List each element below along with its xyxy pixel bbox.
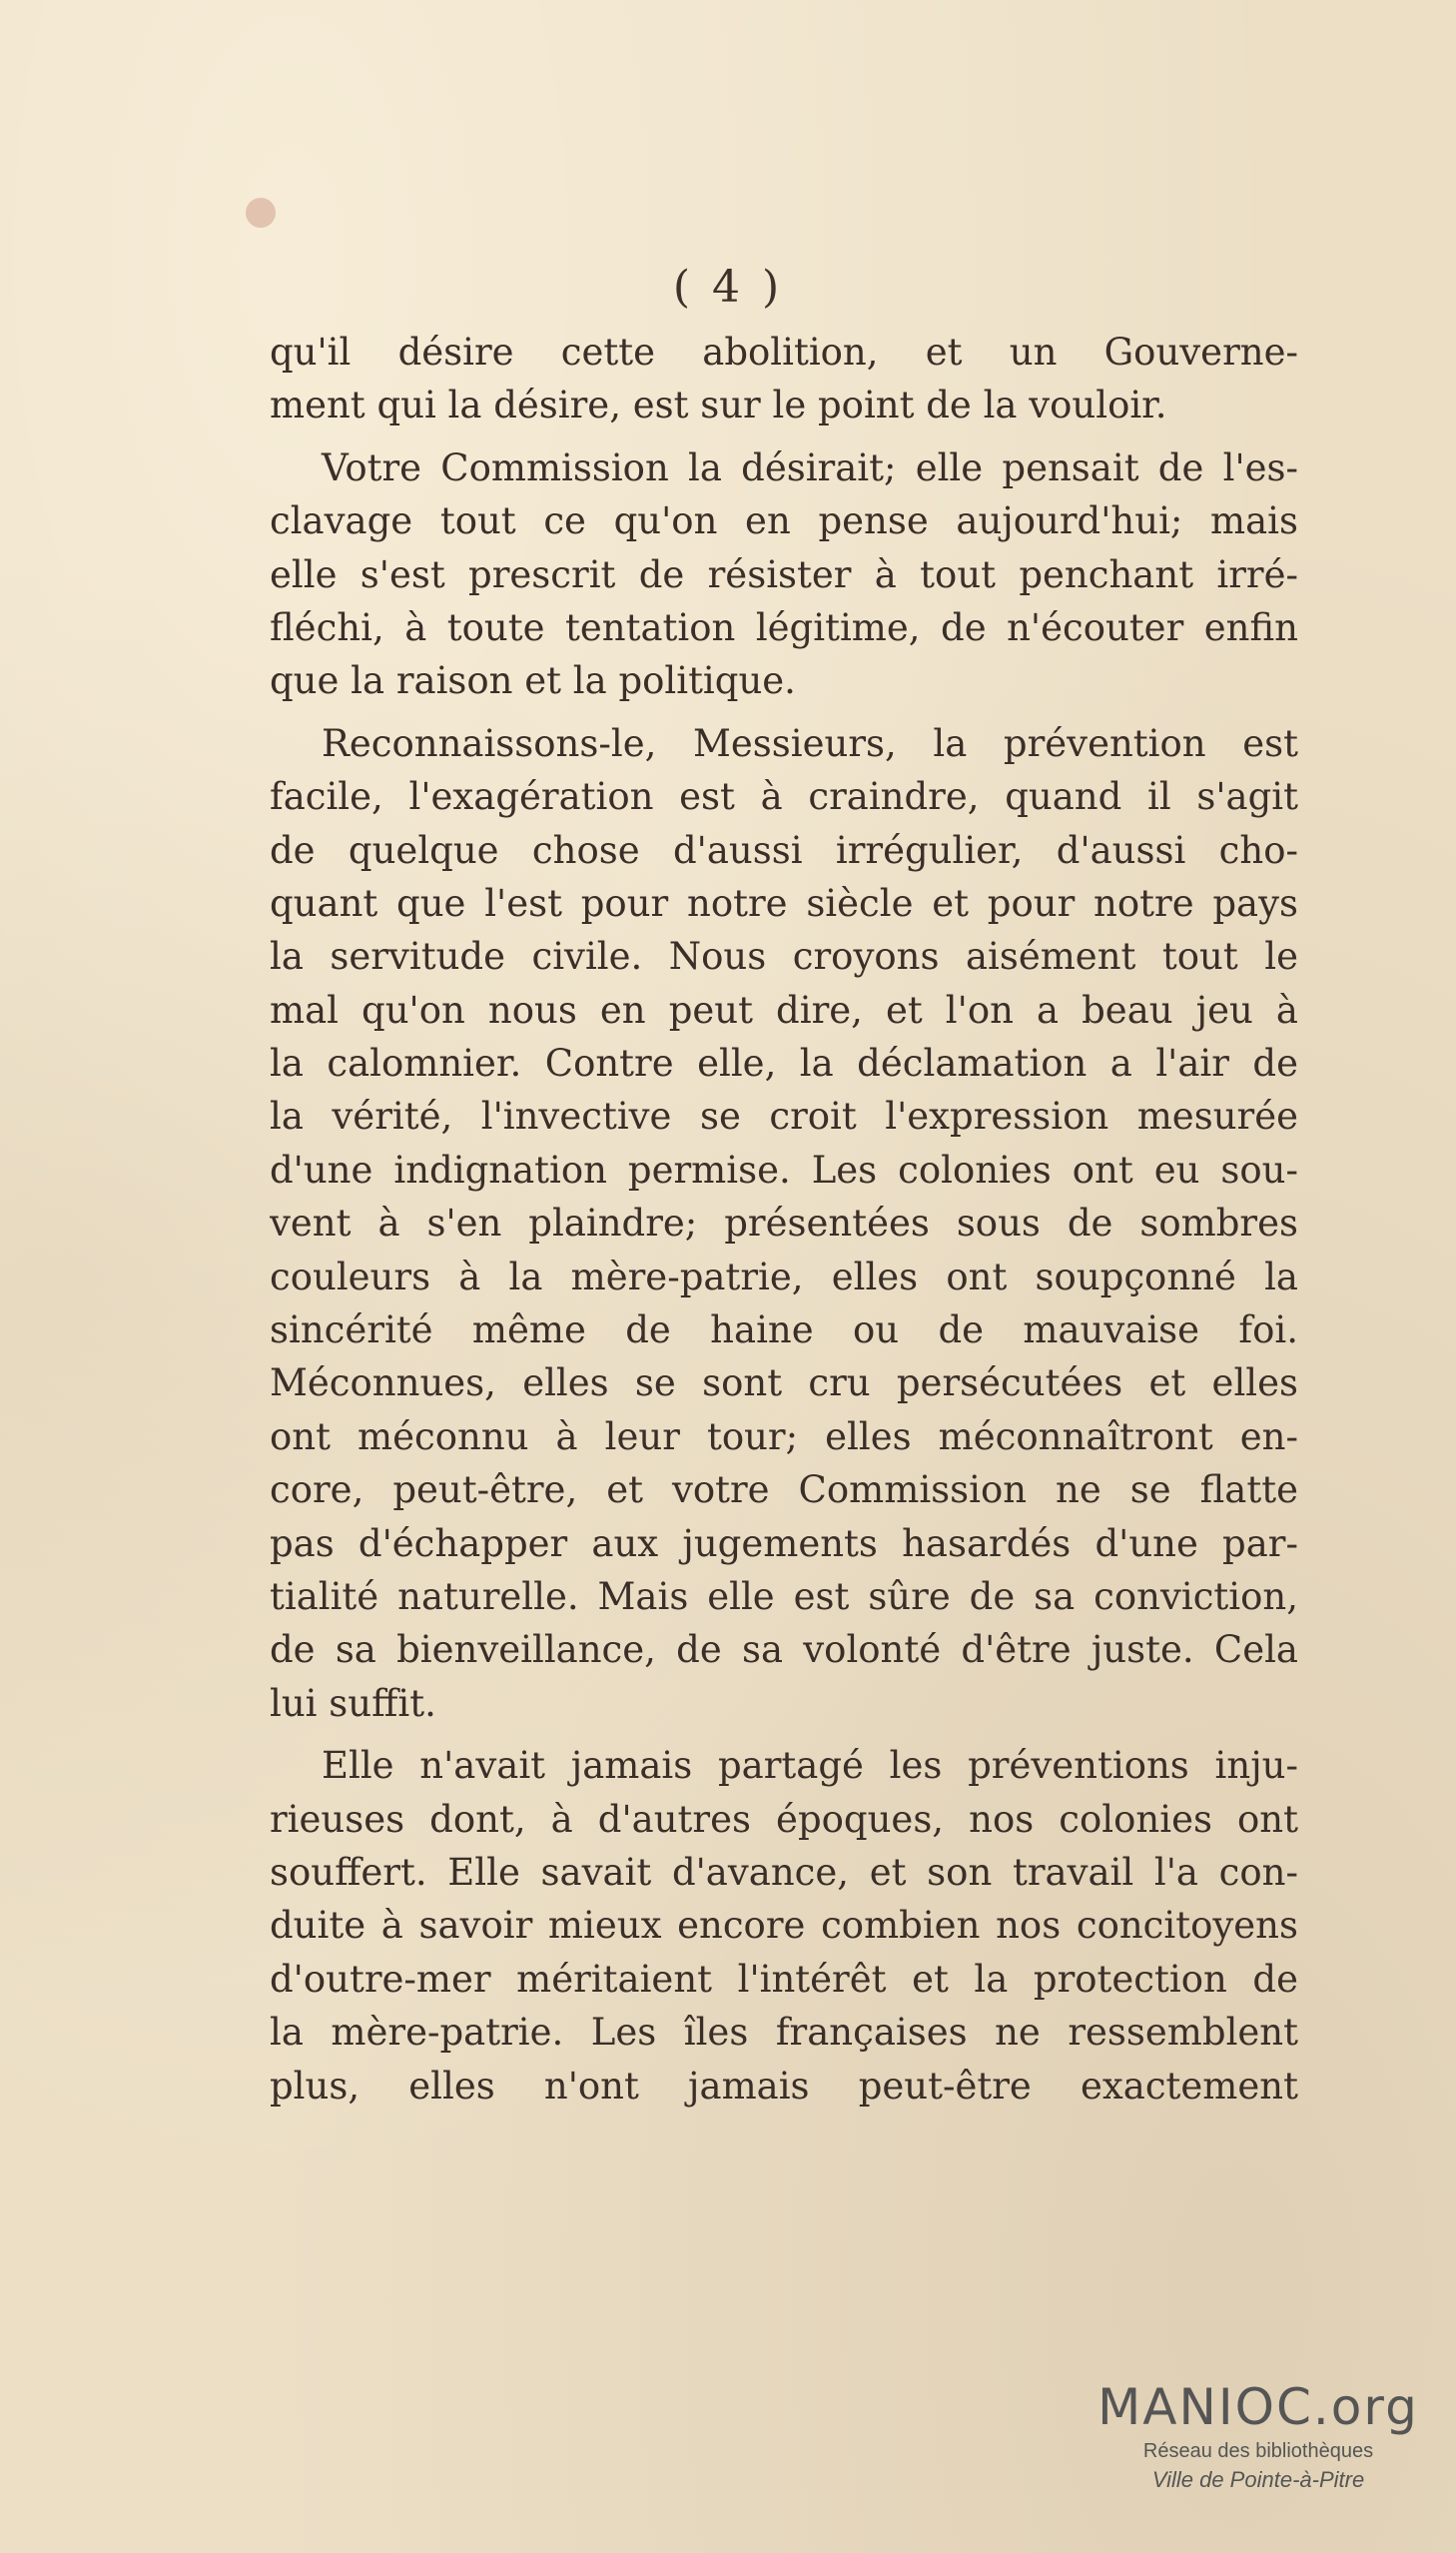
text-line: qu'il désire cette abolition, et un Gouverne- (270, 331, 1298, 374)
text-line: d'une indignation permise. Les colonies ont eu sou- (270, 1148, 1298, 1192)
text-line: Elle n'avait jamais partagé les préventions inju- (322, 1744, 1298, 1788)
text-line: duite à savoir mieux encore combien nos concitoyens (270, 1904, 1298, 1948)
paragraph (270, 1739, 1298, 2113)
page-number: ( 4 ) (672, 262, 784, 313)
text-line: lui suffit. (270, 1681, 436, 1725)
text-line: elle s'est prescrit de résister à tout penchant irré- (270, 552, 1298, 596)
text-line: de quelque chose d'aussi irrégulier, d'aussi cho- (270, 828, 1298, 872)
text-line: d'outre-mer méritaient l'intérêt et la protection de (270, 1957, 1298, 2001)
text-line: la servitude civile. Nous croyons aisément tout le (270, 935, 1298, 979)
text-line: Reconnaissons-le, Messieurs, la prévention est (322, 721, 1298, 765)
logo-wordmark: MANIOC.org (1097, 2378, 1419, 2436)
text-line: tialité naturelle. Mais elle est sûre de sa conviction, (270, 1574, 1298, 1618)
paper-stain (246, 198, 276, 228)
text-line: de sa bienveillance, de sa volonté d'être juste. Cela (270, 1628, 1298, 1672)
text-line: plus, elles n'ont jamais peut-être exactement (270, 2064, 1298, 2108)
text-line: fléchi, à toute tentation légitime, de n'écouter enfin (270, 605, 1298, 649)
text-line: facile, l'exagération est à craindre, quand il s'agit (270, 775, 1298, 819)
text-line: Votre Commission la désirait; elle pensait de l'es- (322, 445, 1298, 489)
text-line: core, peut-être, et votre Commission ne se flatte (270, 1468, 1298, 1512)
text-line: rieuses dont, à d'autres époques, nos colonies ont (270, 1797, 1298, 1841)
manioc-logo (1089, 2377, 1428, 2495)
text-line: souffert. Elle savait d'avance, et son travail l'a con- (270, 1850, 1298, 1894)
body-text (270, 326, 1298, 2113)
text-line: ment qui la désire, est sur le point de la vouloir. (270, 384, 1167, 427)
logo-location: Ville de Pointe-à-Pitre (1151, 2467, 1365, 2492)
paragraph (270, 441, 1298, 708)
text-line: vent à s'en plaindre; présentées sous de sombres (270, 1202, 1298, 1246)
text-line: la calomnier. Contre elle, la déclamation a l'air de (270, 1042, 1298, 1086)
text-line: ont méconnu à leur tour; elles méconnaîtront en- (270, 1414, 1298, 1458)
text-line: mal qu'on nous en peut dire, et l'on a beau jeu à (270, 988, 1298, 1032)
text-line: que la raison et la politique. (270, 659, 796, 703)
text-line: clavage tout ce qu'on en pense aujourd'hui; mais (270, 499, 1298, 543)
paragraph (270, 717, 1298, 1730)
text-line: sincérité même de haine ou de mauvaise foi. (270, 1308, 1298, 1352)
text-line: couleurs à la mère-patrie, elles ont soupçonné la (270, 1255, 1298, 1298)
text-line: la vérité, l'invective se croit l'expression mesurée (270, 1095, 1298, 1139)
text-line: Méconnues, elles se sont cru persécutées et elles (270, 1361, 1298, 1405)
logo-subtitle: Réseau des bibliothèques (1142, 2440, 1374, 2462)
text-line: la mère-patrie. Les îles françaises ne ressemblent (270, 2011, 1298, 2055)
paragraph (270, 326, 1298, 432)
text-line: quant que l'est pour notre siècle et pour notre pays (270, 881, 1298, 925)
text-line: pas d'échapper aux jugements hasardés d'une par- (270, 1521, 1298, 1565)
